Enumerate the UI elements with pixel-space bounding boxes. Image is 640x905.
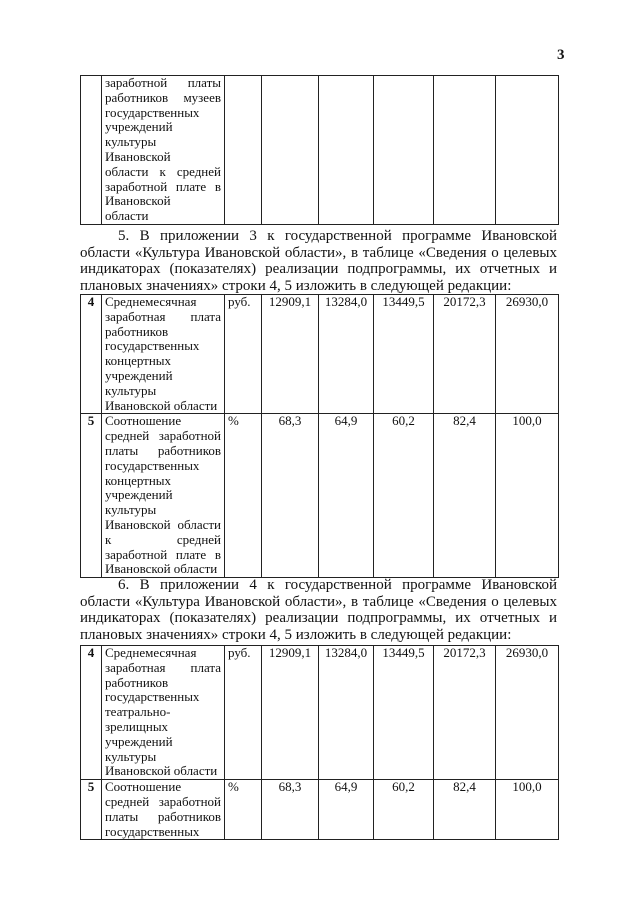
row-number-cell <box>81 76 102 225</box>
value-cell: 12909,1 <box>262 646 319 780</box>
text-line: области «Культура Ивановской области», в таблице «Сведения о целевых <box>80 244 557 261</box>
text-line: области <box>105 208 149 224</box>
text-line: работников <box>105 674 169 690</box>
text-line: заработной плате в <box>105 178 221 194</box>
text-line: культуры <box>105 134 157 150</box>
text-line: области «Культура Ивановской области», в таблице «Сведения о целевых <box>80 593 557 610</box>
value-cell <box>319 76 374 225</box>
value-cell: 64,9 <box>319 780 374 840</box>
text-line: заработной платы <box>105 75 221 90</box>
value-cell: 26930,0 <box>496 646 559 780</box>
value-cell: 20172,3 <box>434 646 496 780</box>
text-line: Среднемесячная <box>105 294 197 309</box>
text-line: средней заработной <box>105 793 221 809</box>
text-line: Ивановской <box>105 148 171 164</box>
text-line: концертных <box>105 353 172 369</box>
text-line: учреждений <box>105 367 173 383</box>
text-line: платы работников <box>105 442 221 458</box>
value-cell: 82,4 <box>434 780 496 840</box>
table-concert-institutions <box>80 294 559 578</box>
text-line: Ивановской <box>105 193 171 209</box>
table-theatre-institutions <box>80 645 559 840</box>
text-line: 6. В приложении 4 к государственной программе Ивановской <box>118 577 557 593</box>
value-cell: 64,9 <box>319 414 374 578</box>
text-line: плановых значениях» строки 4, 5 изложить в следующей редакции: <box>80 627 512 644</box>
text-line: заработной плате в <box>105 546 221 562</box>
unit-cell: % <box>225 414 262 578</box>
table-continued-museums <box>80 75 559 225</box>
text-line: Ивановской области <box>105 763 218 779</box>
table-row <box>81 646 559 780</box>
unit-cell <box>225 76 262 225</box>
text-line: платы работников <box>105 808 221 824</box>
table-row <box>81 780 559 840</box>
table-row <box>81 414 559 578</box>
value-cell: 68,3 <box>262 780 319 840</box>
row-number-cell: 4 <box>81 646 102 780</box>
text-line: работников <box>105 323 169 339</box>
text-line: Соотношение <box>105 413 182 429</box>
value-cell: 82,4 <box>434 414 496 578</box>
text-line: средней заработной <box>105 428 221 444</box>
unit-cell: % <box>225 780 262 840</box>
indicator-name-cell <box>102 76 225 225</box>
text-line: Ивановской области <box>105 516 221 532</box>
text-line: государственных <box>105 689 200 705</box>
text-line: работников музеев <box>105 89 221 105</box>
row-number-cell: 5 <box>81 414 102 578</box>
value-cell <box>374 76 434 225</box>
value-cell: 13284,0 <box>319 646 374 780</box>
paragraph-6 <box>80 577 557 644</box>
table-row <box>81 295 559 414</box>
text-line: учреждений <box>105 119 173 135</box>
text-line: культуры <box>105 382 157 398</box>
unit-cell: руб. <box>225 295 262 414</box>
text-line: государственных <box>105 457 200 473</box>
page-number: 3 <box>557 47 565 63</box>
value-cell <box>496 76 559 225</box>
text-line: области к средней <box>105 163 221 179</box>
value-cell: 12909,1 <box>262 295 319 414</box>
value-cell: 13284,0 <box>319 295 374 414</box>
text-line: Ивановской области <box>105 561 218 577</box>
value-cell: 60,2 <box>374 780 434 840</box>
value-cell <box>434 76 496 225</box>
text-line: государственных <box>105 104 200 120</box>
value-cell: 20172,3 <box>434 295 496 414</box>
indicator-name-cell <box>102 780 225 840</box>
value-cell: 13449,5 <box>374 295 434 414</box>
text-line: культуры <box>105 748 157 764</box>
value-cell: 26930,0 <box>496 295 559 414</box>
text-line: учреждений <box>105 733 173 749</box>
value-cell: 13449,5 <box>374 646 434 780</box>
text-line: Среднемесячная <box>105 645 197 660</box>
value-cell: 68,3 <box>262 414 319 578</box>
text-line: государственных <box>105 338 200 354</box>
text-line: концертных <box>105 472 172 488</box>
paragraph-5 <box>80 228 557 295</box>
row-number-cell: 4 <box>81 295 102 414</box>
text-line: Ивановской области <box>105 397 218 413</box>
text-line: зрелищных <box>105 718 169 734</box>
text-line: государственных <box>105 823 200 839</box>
indicator-name-cell <box>102 414 225 578</box>
text-line: Соотношение <box>105 779 182 795</box>
text-line: культуры <box>105 502 157 518</box>
text-line: плановых значениях» строки 4, 5 изложить в следующей редакции: <box>80 278 512 295</box>
text-line: заработная плата <box>105 308 221 324</box>
text-line: учреждений <box>105 487 173 503</box>
text-line: к средней <box>105 531 221 547</box>
value-cell <box>262 76 319 225</box>
value-cell: 60,2 <box>374 414 434 578</box>
table-row <box>81 76 559 225</box>
text-line: театрально- <box>105 704 171 720</box>
text-line: 5. В приложении 3 к государственной программе Ивановской <box>118 228 557 244</box>
text-line: заработная плата <box>105 659 221 675</box>
indicator-name-cell <box>102 295 225 414</box>
text-line: индикаторах (показателях) реализации подпрограммы, их отчетных и <box>80 610 557 627</box>
unit-cell: руб. <box>225 646 262 780</box>
indicator-name-cell <box>102 646 225 780</box>
value-cell: 100,0 <box>496 780 559 840</box>
row-number-cell: 5 <box>81 780 102 840</box>
value-cell: 100,0 <box>496 414 559 578</box>
text-line: индикаторах (показателях) реализации подпрограммы, их отчетных и <box>80 261 557 278</box>
